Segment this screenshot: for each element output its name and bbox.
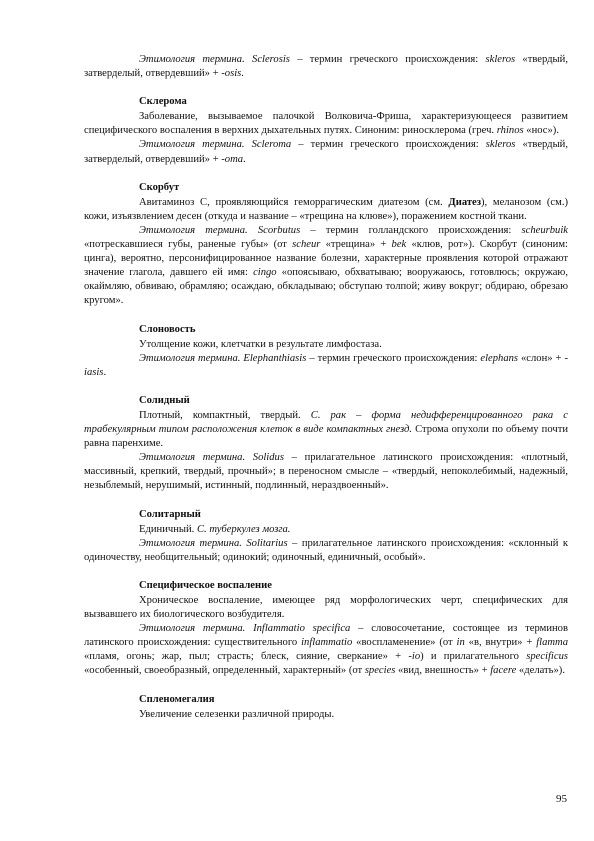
text-run: С. рак – форма недифференцированного рака с трабекулярным типом расположения клеток в виде компактных гнезд.: [84, 409, 568, 436]
text-run: cingo: [253, 267, 277, 279]
text-run: iasis: [84, 366, 104, 378]
text-run: Этимология термина. Solitarius: [139, 537, 288, 549]
text-run: skleros: [485, 139, 516, 151]
text-run: inflammatio: [301, 637, 353, 649]
text-run: Этимология термина. Scleroma: [139, 139, 292, 151]
text-run: «твердый, затверделый, отвердевший» + -: [84, 54, 568, 80]
text-run: Этимология термина. Solidus: [139, 452, 284, 464]
text-run: bek: [391, 239, 407, 251]
entry-paragraph: [84, 594, 568, 622]
page-number: 95: [556, 793, 567, 805]
text-run: Плотный, компактный, твердый.: [139, 409, 311, 421]
text-run: in: [456, 637, 465, 649]
text-run: – термин греческого происхождения:: [306, 352, 481, 364]
entry-paragraph: [84, 196, 568, 224]
text-run: ) и прилагательного: [420, 651, 527, 663]
dictionary-entry: [84, 53, 568, 81]
text-run: Единичный.: [139, 523, 197, 535]
dictionary-entry: [84, 181, 568, 309]
text-run: «вид, внешность» +: [395, 665, 491, 677]
text-run: «клюв, рот»). Скорбут (синоним: цинга), вероятно, персонифицированное название болезни, характерные проявления которой отражают значение глагола, давшего ей имя:: [84, 239, 568, 279]
dictionary-entry: [84, 693, 568, 722]
text-run: «слон» + -: [518, 352, 568, 364]
text-run: Строма опухоли по объему почти равна паренхиме.: [84, 424, 569, 450]
text-run: «воспламенение» (от: [352, 637, 457, 649]
entry-term: Солидный: [139, 394, 190, 406]
text-run: species: [364, 665, 396, 677]
text-run: Хроническое воспаление, имеющее ряд морфологических черт, специфических для вызвавшего их биологического возбудителя.: [84, 595, 568, 621]
entry-paragraph: [84, 708, 568, 722]
text-run: scheurbuik: [521, 224, 568, 236]
entry-paragraph: [84, 451, 568, 493]
entry-term: Слоновость: [139, 323, 196, 335]
text-run: «особенный, своеобразный, определенный, характерный» (от: [84, 665, 365, 677]
text-run: Утолщение кожи, клетчатки в результате лимфостаза.: [139, 338, 382, 350]
text-run: Авитаминоз С, проявляющийся геморрагическим диатезом (см.: [139, 196, 449, 208]
dictionary-entry: [84, 394, 568, 494]
dictionary-entry: [84, 95, 568, 166]
text-run: – термин греческого происхождения:: [289, 54, 486, 65]
text-run: Этимология термина. Inflammatio specifica: [139, 623, 351, 635]
text-run: – термин голландского происхождения:: [300, 224, 522, 236]
text-run: – словосочетание, состоящее из терминов латинского происхождения: существительного: [84, 623, 568, 649]
text-run: osis: [224, 68, 242, 80]
entry-paragraph: [84, 138, 568, 166]
entry-paragraph: [84, 352, 568, 380]
text-run: Диатез: [448, 196, 481, 208]
text-run: elephans: [480, 352, 519, 364]
entry-term: Склерома: [139, 96, 187, 108]
text-run: oma: [224, 153, 244, 165]
dictionary-entry: [84, 323, 568, 380]
text-run: «делать»).: [516, 665, 565, 677]
entry-paragraph: [84, 409, 568, 451]
text-run: io: [411, 651, 421, 663]
entry-paragraph: [84, 523, 568, 537]
text-run: Этимология термина. Elephanthiasis: [139, 352, 307, 364]
dictionary-entry: [84, 579, 568, 679]
text-run: specificus: [526, 651, 568, 663]
entry-term: Скорбут: [139, 181, 180, 193]
entry-term: Специфическое воспаление: [139, 579, 272, 591]
text-run: scheur: [292, 239, 321, 251]
entry-paragraph: [84, 224, 568, 309]
entry-paragraph: [84, 110, 568, 138]
text-run: rhinos: [496, 125, 524, 137]
text-run: «твердый, затверделый, отвердевший» + -: [84, 139, 568, 165]
text-run: .: [103, 366, 107, 378]
text-run: «нос»).: [523, 125, 559, 137]
text-run: «потрескавшиеся губы, раненые губы» (от: [84, 239, 293, 251]
text-run: Этимология термина. Scorbutus: [139, 224, 301, 236]
text-run: «опоясываю, обхватываю; вооружаюсь, готовлюсь; окружаю, окаймляю, обвиваю, обрамляю; осаждаю, обкладываю; обступаю толпой; живу вокруг; обдираю, обрезаю кругом».: [84, 267, 568, 307]
entry-term: Спленомегалия: [139, 693, 215, 705]
entry-paragraph: [84, 338, 568, 352]
entry-paragraph: [84, 622, 568, 678]
entry-term: Солитарный: [139, 508, 201, 520]
text-run: skleros: [485, 54, 516, 65]
entry-paragraph: [84, 537, 568, 565]
text-run: .: [243, 153, 246, 165]
entry-paragraph: [84, 53, 568, 81]
text-run: – прилагательное латинского происхождения: «склонный к одиночеству, необщительный; одинокий; одиночный, единичный, особый».: [84, 537, 568, 563]
dictionary-entry: [84, 508, 568, 565]
text-run: flamma: [536, 637, 568, 649]
text-run: .: [241, 68, 244, 80]
text-run: Этимология термина. Sclerosis: [139, 54, 290, 65]
text-run: С. туберкулез мозга.: [196, 523, 291, 535]
text-run: «трещина» +: [320, 239, 392, 251]
text-run: ), меланозом (см.) кожи, изъязвлением десен (откуда и название – «трещина на клюве»), поражением костной ткани.: [84, 196, 568, 222]
text-run: – термин греческого происхождения:: [291, 139, 486, 151]
text-run: «пламя, огонь; жар, пыл; страсть; блеск, сияние, сверкание» + -: [84, 651, 412, 663]
text-run: Заболевание, вызываемое палочкой Волковича-Фриша, характеризующееся развитием специфического воспаления в верхних дыхательных путях. Синоним: риносклерома (греч.: [84, 111, 568, 137]
text-run: Увеличение селезенки различной природы.: [139, 708, 335, 720]
text-run: – прилагательное латинского происхождения: «плотный, массивный, крепкий, твердый, прочный»; в переносном смысле – «твердый, непоколебимый, надежный, незыблемый, нерушимый, истинный, подлинный, нераздвоенный».: [84, 452, 569, 492]
page-body: [84, 53, 568, 736]
text-run: facere: [490, 665, 517, 677]
text-run: «в, внутри» +: [464, 637, 537, 649]
